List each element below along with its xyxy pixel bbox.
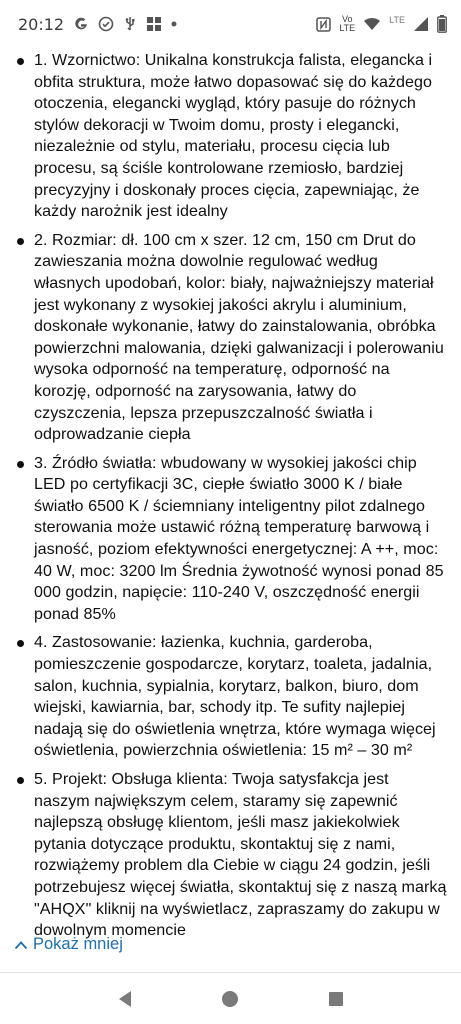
volte-bottom: LTE: [339, 23, 356, 33]
back-button[interactable]: [105, 979, 145, 1019]
recents-button[interactable]: [316, 979, 356, 1019]
show-less-label: Pokaż mniej: [33, 935, 123, 953]
lte-label: LTE: [389, 15, 405, 25]
list-item: 3. Źródło światła: wbudowany w wysokiej jakości chip LED po certyfikacji 3C, ciepłe światło 3000 K / białe światło 6500 K / ściemniany inteligentny pilot zdalnego sterowania może ustawić różną temperaturę barwową i jasność, poziom efektywności energetycznej: A ++, moc: 40 W, moc: 3200 lm Średnia żywotność wynosi ponad 85 000 godzin, napięcie: 110-240 V, oszczędność energii ponad 85%: [34, 453, 461, 626]
show-less-link[interactable]: [14, 935, 123, 954]
home-icon: [221, 990, 239, 1008]
list-item: 4. Zastosowanie: łazienka, kuchnia, garderoba, pomieszczenie gospodarcze, korytarz, toaleta, jadalnia, salon, kuchnia, sypialnia, korytarz, balkon, biuro, dom wiejski, kawiarnia, bar, schody itp. Te sufity najlepiej nadają się do oświetlenia wnętrza, które wymaga więcej oświetlenia, powierzchnia oświetlenia: 15 m² – 30 m²: [34, 632, 461, 762]
status-bar: [0, 0, 461, 48]
chevron-up-icon: [14, 940, 28, 950]
volte-top: Vo: [341, 14, 353, 24]
check-circle-icon: [98, 16, 114, 32]
usb-icon: [123, 16, 137, 32]
google-icon: [73, 16, 89, 32]
more-dot-icon: [171, 21, 177, 27]
volte-indicator: [339, 15, 355, 33]
home-button[interactable]: [210, 979, 250, 1019]
wifi-icon: [363, 17, 381, 31]
list-item: 2. Rozmiar: dł. 100 cm x szer. 12 cm, 150 cm Drut do zawieszania można dowolnie regulować według własnych upodobań, kolor: biały, najważniejszy materiał jest wykonany z wysokiej jakości akrylu i aluminium, doskonałe wykonanie, łatwy do zainstalowania, obróbka powierzchni malowania, dzięki galwanizacji i polerowaniu wysoka odporność na temperaturę, odporność na korozję, odporność na zarysowania, łatwy do czyszczenia, lepsza przepuszczalność światła i odprowadzanie ciepła: [34, 230, 461, 446]
signal-icon: [413, 16, 429, 32]
nfc-icon: [316, 17, 331, 32]
back-icon: [117, 990, 133, 1008]
status-right: [316, 15, 447, 33]
product-description: [0, 50, 461, 949]
list-item: 5. Projekt: Obsługa klienta: Twoja satysfakcja jest naszym największym celem, staramy się zapewnić najlepszą obsługę klientom, jeśli masz jakiekolwiek pytania dotyczące produktu, skontaktuj się z nami, rozwiążemy problem dla Ciebie w ciągu 24 godzin, jeśli potrzebujesz więcej światła, skontaktuj się z naszą marką "AHQX" kliknij na wyświetlacz, zapraszamy do zakupu w dowolnym momencie: [34, 769, 461, 942]
recents-icon: [328, 991, 344, 1007]
bullet-list: [0, 50, 461, 942]
system-nav-bar: [0, 973, 461, 1024]
list-item: 1. Wzornictwo: Unikalna konstrukcja falista, elegancka i obfita struktura, może łatwo dopasować się do każdego otoczenia, elegancki wygląd, który pasuje do różnych stylów dekoracji w Twoim domu, prosty i elegancki, niezależnie od stylu, materiału, procesu cięcia lub procesu, są ściśle kontrolowane rzemiosło, bardziej precyzyjny i doskonały proces cięcia, zapewniając, że każdy narożnik jest idealny: [34, 50, 461, 223]
grid-app-icon: [146, 16, 162, 32]
battery-icon: [437, 15, 447, 33]
status-left: [18, 15, 177, 34]
status-time: 20:12: [18, 14, 65, 34]
